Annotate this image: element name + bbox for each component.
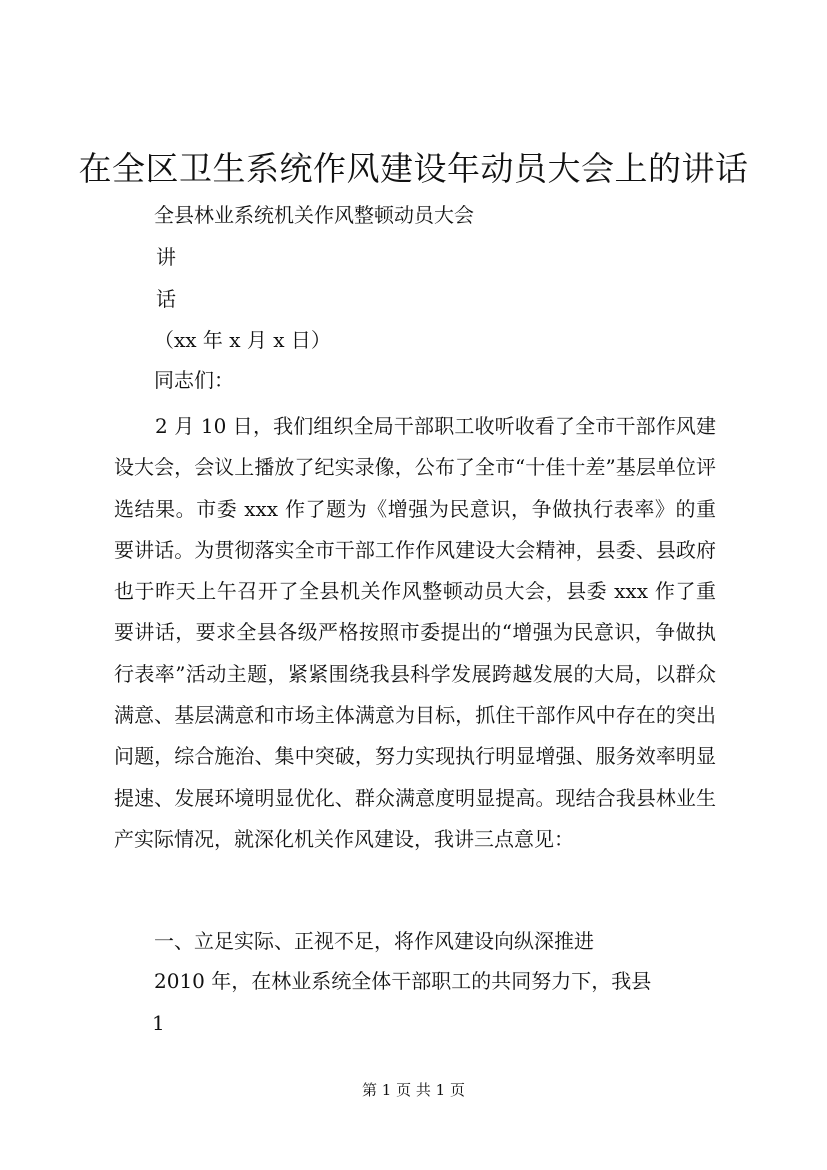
greeting: 同志们： [154, 368, 234, 392]
body-paragraph: 2 月 10 日，我们组织全局干部职工收听收看了全市干部作风建设大会，会议上播放了纪实录像，公布了全市“十佳十差”基层单位评选结果。市委 xxx 作了题为《增强为民意识，争做执行表率》的重要讲话。为贯彻落实全市干部工作作风建设大会精神，县委、县政府也于昨天上午召开了全县机关作风整顿动员大会，县委 xxx 作了重要讲话，要求全县各级严格按照市委提出的“增强为民意识，争做执行表率”活动主题，紧紧围绕我县科学发展跨越发展的大局，以群众满意、基层满意和市场主体满意为目标，抓住干部作风中存在的突出问题，综合施治、集中突破，努力实现执行明显增强、服务效率明显提速、发展环境明显优化、群众满意度明显提高。现结合我县林业生产实际情况，就深化机关作风建设，我讲三点意见： [114, 414, 716, 851]
page-footer: 第 1 页 共 1 页 [362, 1081, 465, 1099]
meeting-subtitle: 全县林业系统机关作风整顿动员大会 [154, 203, 474, 227]
document-title: 在全区卫生系统作风建设年动员大会上的讲话 [78, 149, 749, 188]
speech-label-jiang: 讲 [156, 245, 176, 269]
section-heading-1: 一、立足实际、正视不足，将作风建设向纵深推进 [154, 929, 594, 953]
body-paragraph-2010: 2010 年，在林业系统全体干部职工的共同努力下，我县 [154, 969, 652, 993]
speech-date: （xx 年 x 月 x 日） [154, 328, 331, 352]
inline-page-number: 1 [152, 1011, 165, 1035]
speech-label-hua: 话 [156, 287, 176, 311]
